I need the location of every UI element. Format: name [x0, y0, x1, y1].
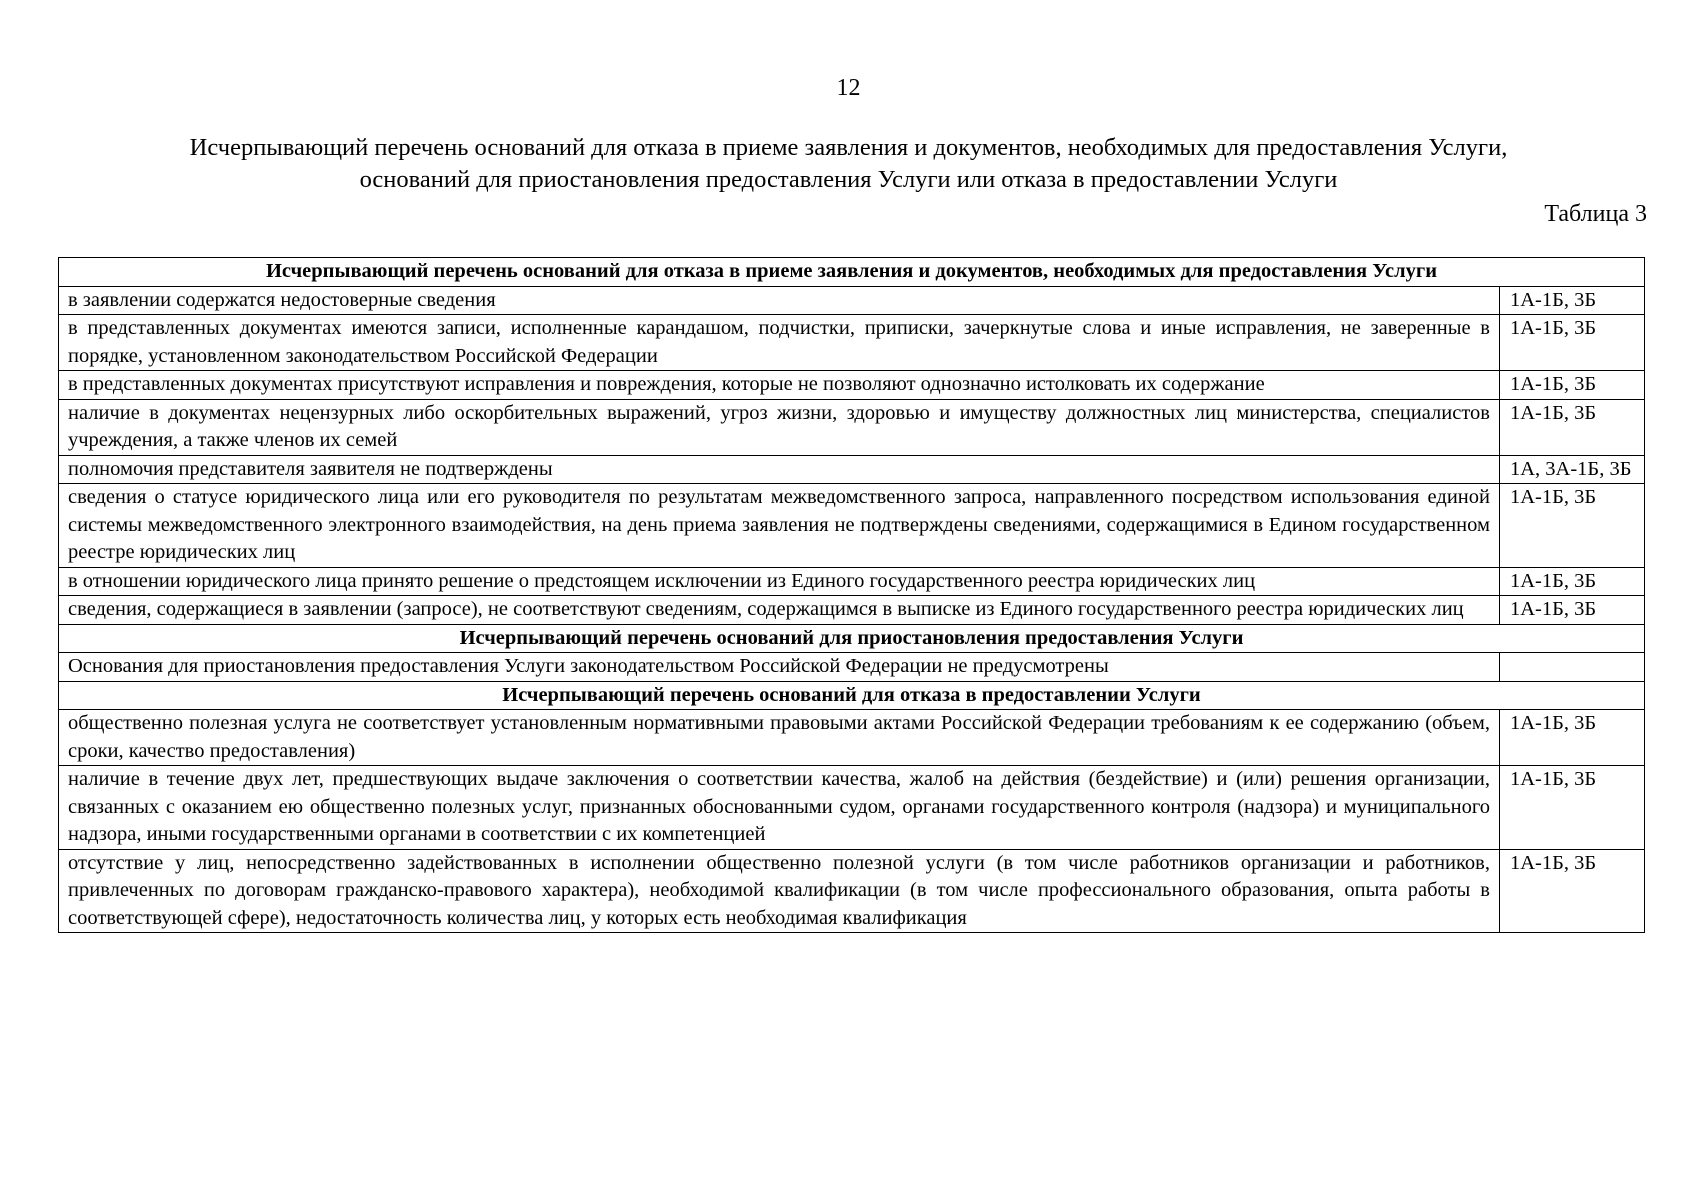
ground-code: 1А-1Б, 3Б: [1499, 567, 1644, 596]
table-row: [59, 596, 1645, 625]
section-heading-row: [59, 258, 1645, 287]
ground-code: 1А-1Б, 3Б: [1499, 371, 1644, 400]
table-row: [59, 710, 1645, 766]
section-heading-row: [59, 624, 1645, 653]
ground-code: 1А, 3А-1Б, 3Б: [1499, 455, 1644, 484]
document-title: [60, 132, 1637, 196]
ground-text: сведения о статусе юридического лица или его руководителя по результатам межведомственного запроса, направленного посредством использования единой системы межведомственного электронного взаимодействия, на день приема заявления не подтверждены сведениями, содержащимися в Едином государственном реестре юридических лиц: [59, 484, 1500, 568]
table-row: [59, 849, 1645, 933]
table-row: [59, 286, 1645, 315]
ground-code: 1А-1Б, 3Б: [1499, 484, 1644, 568]
table-row: [59, 567, 1645, 596]
grounds-table: [58, 257, 1645, 933]
table-row: [59, 455, 1645, 484]
ground-text: в представленных документах присутствуют исправления и повреждения, которые не позволяют однозначно истолковать их содержание: [59, 371, 1500, 400]
ground-text: в заявлении содержатся недостоверные сведения: [59, 286, 1500, 315]
ground-code: 1А-1Б, 3Б: [1499, 849, 1644, 933]
page-number: 12: [836, 75, 861, 101]
section-heading-suspension: Исчерпывающий перечень оснований для приостановления предоставления Услуги: [59, 624, 1645, 653]
section-heading-refusal-service: Исчерпывающий перечень оснований для отказа в предоставлении Услуги: [59, 681, 1645, 710]
ground-text: общественно полезная услуга не соответствует установленным нормативными правовыми актами Российской Федерации требованиям к ее содержанию (объем, сроки, качество предоставления): [59, 710, 1500, 766]
table-row: [59, 315, 1645, 371]
document-title-line-2: оснований для приостановления предоставления Услуги или отказа в предоставлении Услуги: [359, 166, 1338, 193]
ground-code: 1А-1Б, 3Б: [1499, 710, 1644, 766]
ground-code: [1499, 653, 1644, 682]
ground-text: наличие в документах нецензурных либо оскорбительных выражений, угроз жизни, здоровью и имуществу должностных лиц министерства, специалистов учреждения, а также членов их семей: [59, 399, 1500, 455]
ground-text: полномочия представителя заявителя не подтверждены: [59, 455, 1500, 484]
section-heading-refusal-acceptance: Исчерпывающий перечень оснований для отказа в приеме заявления и документов, необходимых для предоставления Услуги: [59, 258, 1645, 287]
ground-text: наличие в течение двух лет, предшествующих выдаче заключения о соответствии качества, жалоб на действия (бездействие) и (или) решения организации, связанных с оказанием ею общественно полезных услуг, признанных обоснованными судом, органами государственного контроля (надзора) и муниципального надзора, иными государственными органами в соответствии с их компетенцией: [59, 766, 1500, 850]
ground-text: Основания для приостановления предоставления Услуги законодательством Российской Федерации не предусмотрены: [59, 653, 1500, 682]
table-row: [59, 766, 1645, 850]
ground-code: 1А-1Б, 3Б: [1499, 766, 1644, 850]
table-row: [59, 653, 1645, 682]
ground-text: отсутствие у лиц, непосредственно задействованных в исполнении общественно полезной услуги (в том числе работников организации и работников, привлеченных по договорам гражданско-правового характера), необходимой квалификации (в том числе профессионального образования, опыта работы в соответствующей сфере), недостаточность количества лиц, у которых есть необходимая квалификация: [59, 849, 1500, 933]
table-label: Таблица 3: [1544, 201, 1647, 227]
ground-code: 1А-1Б, 3Б: [1499, 286, 1644, 315]
ground-code: 1А-1Б, 3Б: [1499, 315, 1644, 371]
table-row: [59, 484, 1645, 568]
ground-code: 1А-1Б, 3Б: [1499, 596, 1644, 625]
table-row: [59, 371, 1645, 400]
grounds-table-container: [58, 257, 1645, 933]
ground-text: в отношении юридического лица принято решение о предстоящем исключении из Единого государственного реестра юридических лиц: [59, 567, 1500, 596]
ground-code: 1А-1Б, 3Б: [1499, 399, 1644, 455]
document-title-line-1: Исчерпывающий перечень оснований для отказа в приеме заявления и документов, необходимых для предоставления Услуги,: [189, 134, 1508, 161]
ground-text: в представленных документах имеются записи, исполненные карандашом, подчистки, приписки, зачеркнутые слова и иные исправления, не заверенные в порядке, установленном законодательством Российской Федерации: [59, 315, 1500, 371]
ground-text: сведения, содержащиеся в заявлении (запросе), не соответствуют сведениям, содержащимся в выписке из Единого государственного реестра юридических лиц: [59, 596, 1500, 625]
section-heading-row: [59, 681, 1645, 710]
table-row: [59, 399, 1645, 455]
